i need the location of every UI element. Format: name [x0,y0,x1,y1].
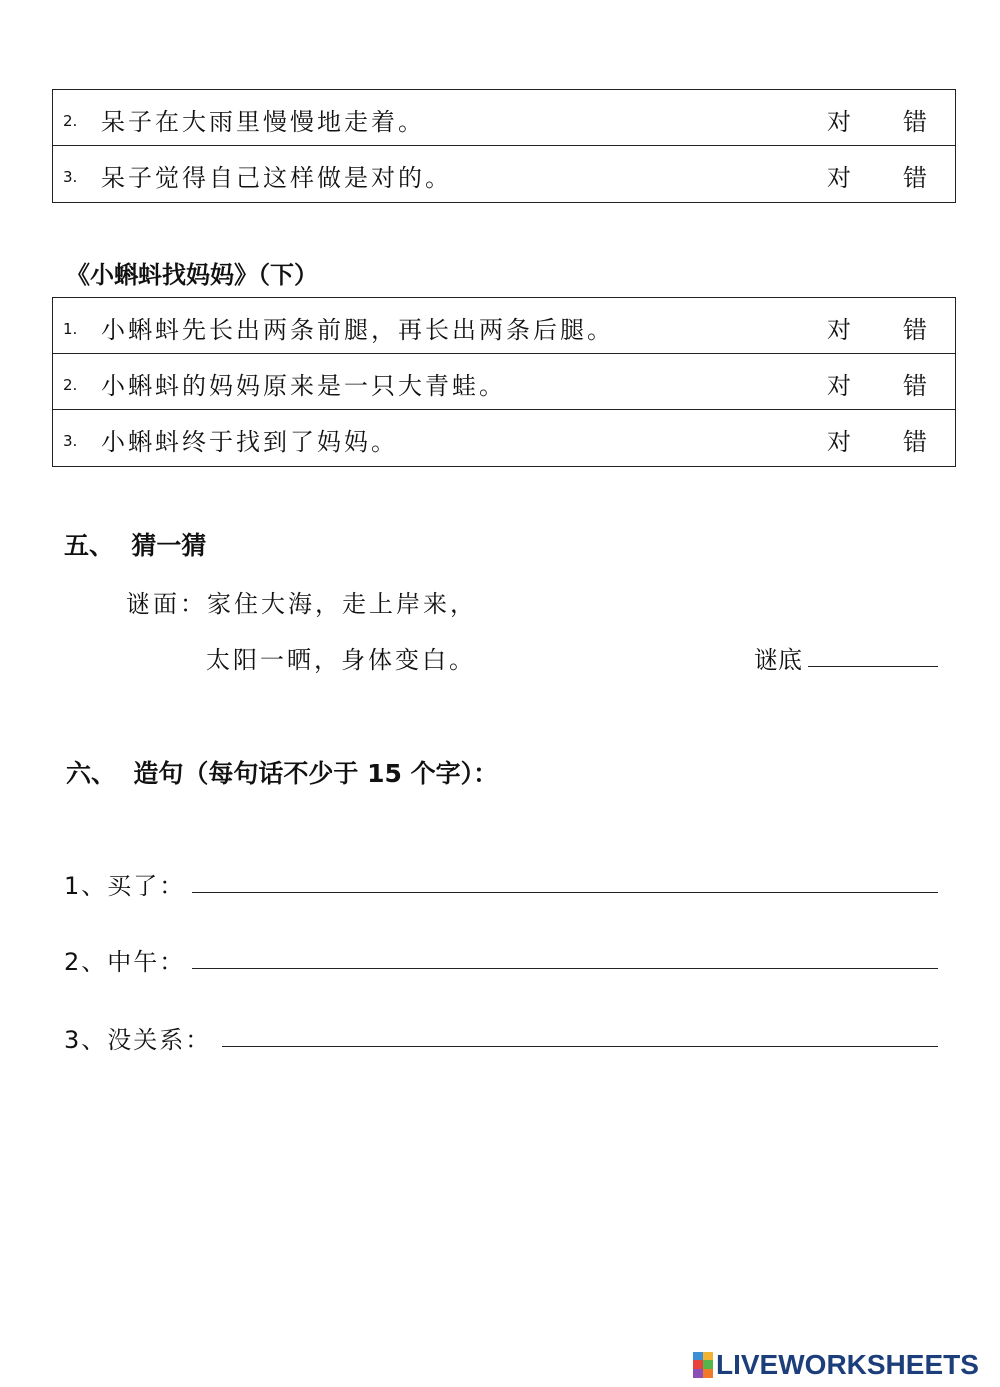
tf-row [53,298,955,354]
liveworksheets-logo [693,1348,979,1382]
tadpole-section-title: 《小蝌蚪找妈妈》（下） [66,261,318,289]
tf-table-top [52,89,956,203]
false-option[interactable]: 错 [903,164,927,192]
riddle-answer-label: 谜底 [754,646,802,674]
sentence-label: 1、买了： [64,872,186,900]
statement-text: 小蝌蚪的妈妈原来是一只大青蛙。 [101,372,506,400]
tf-table-tadpole [52,297,956,467]
statement-text: 呆子觉得自己这样做是对的。 [101,164,452,192]
row-number: 3. [63,168,78,186]
tf-row [53,146,955,202]
row-number: 2. [63,376,78,394]
statement-text: 小蝌蚪终于找到了妈妈。 [101,428,398,456]
false-option[interactable]: 错 [903,428,927,456]
statement-text: 小蝌蚪先长出两条前腿，再长出两条后腿。 [101,316,614,344]
sentence-input[interactable] [222,1046,938,1047]
false-option[interactable]: 错 [903,108,927,136]
true-option[interactable]: 对 [827,108,851,136]
false-option[interactable]: 错 [903,316,927,344]
statement-text: 呆子在大雨里慢慢地走着。 [101,108,425,136]
sentence-input[interactable] [192,892,938,893]
sentence-label: 2、中午： [64,948,186,976]
true-option[interactable]: 对 [827,164,851,192]
row-number: 3. [63,432,78,450]
row-number: 1. [63,320,78,338]
riddle-line-2: 太阳一晒，身体变白。 [206,646,476,674]
logo-mark-icon [693,1352,713,1378]
tf-row [53,354,955,410]
sentence-label: 3、没关系： [64,1026,212,1054]
riddle-answer-input[interactable] [808,666,938,667]
row-number: 2. [63,112,78,130]
false-option[interactable]: 错 [903,372,927,400]
tf-row [53,90,955,146]
true-option[interactable]: 对 [827,316,851,344]
tf-row [53,410,955,466]
sentence-section-title: 六、 造句（每句话不少于 15 个字）： [66,759,499,788]
true-option[interactable]: 对 [827,372,851,400]
riddle-section-title: 五、 猜一猜 [64,531,207,560]
riddle-line-1: 谜面：家住大海，走上岸来， [126,590,477,618]
true-option[interactable]: 对 [827,428,851,456]
logo-text: LIVEWORKSHEETS [716,1349,979,1380]
sentence-input[interactable] [192,968,938,969]
